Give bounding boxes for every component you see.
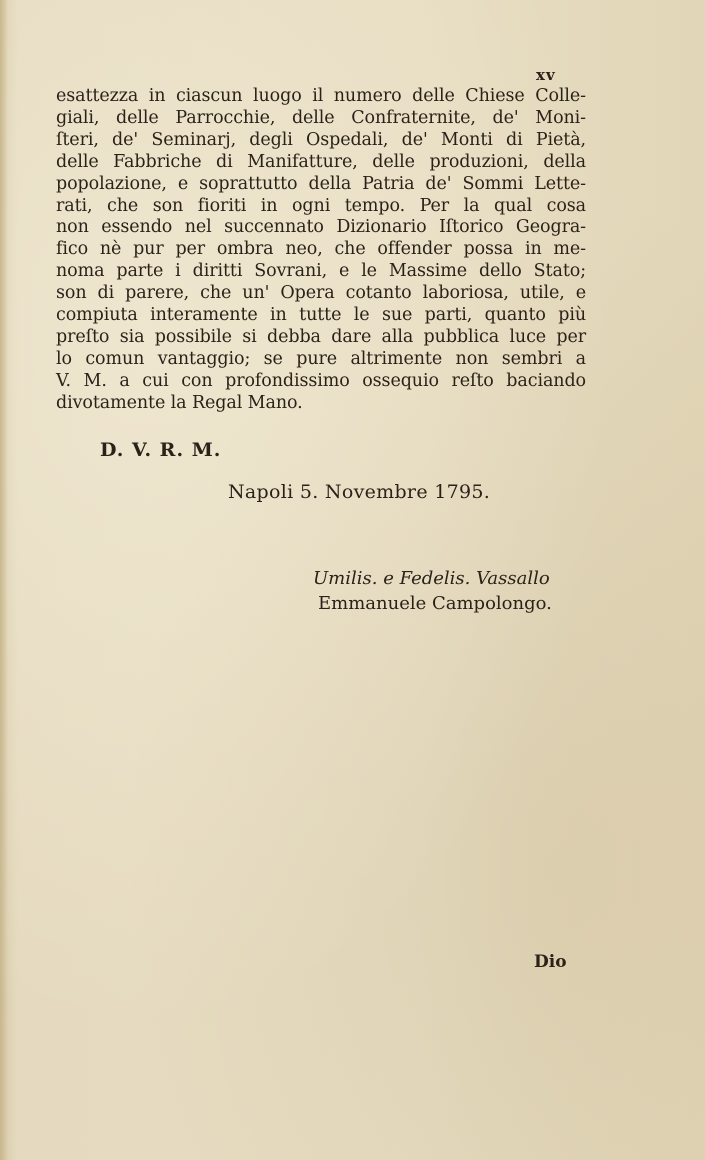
- closing-abbreviation: D. V. R. M.: [100, 439, 222, 461]
- text-line: noma parte i diritti Sovrani, e le Massime dello Stato;: [56, 261, 586, 282]
- text-line: non essendo nel succennato Dizionario Iſtorico Geogra-: [56, 217, 586, 238]
- text-line: rati, che son fioriti in ogni tempo. Per la qual cosa: [56, 195, 586, 216]
- text-line: son di parere, che un' Opera cotanto laboriosa, utile, e: [56, 283, 586, 304]
- page-number: xv: [536, 66, 556, 84]
- text-line: preſto sia possibile si debba dare alla pubblica luce per: [56, 326, 586, 347]
- letter-body: [56, 86, 586, 415]
- text-line: delle Fabbriche di Manifatture, delle produzioni, della: [56, 151, 586, 172]
- page-gutter-shadow: [0, 0, 8, 1160]
- text-line-last: divotamente la Regal Mano.: [56, 392, 303, 413]
- signature-title: Umilis. e Fedelis. Vassallo: [313, 568, 550, 589]
- text-line: esattezza in ciascun luogo il numero delle Chiese Colle-: [56, 86, 586, 106]
- text-line: popolazione, e soprattutto della Patria de' Sommi Lette-: [56, 173, 586, 194]
- signature-name: Emmanuele Campolongo.: [318, 593, 552, 614]
- text-line: giali, delle Parrocchie, delle Confraternite, de' Moni-: [56, 107, 586, 128]
- text-line: compiuta interamente in tutte le sue parti, quanto più: [56, 305, 586, 326]
- text-line: ſteri, de' Seminarj, degli Ospedali, de' Monti di Pietà,: [56, 129, 586, 150]
- text-line: V. M. a cui con profondissimo ossequio reſto baciando: [56, 370, 586, 391]
- catchword: Dio: [534, 952, 567, 972]
- text-line: lo comun vantaggio; se pure altrimente non sembri a: [56, 348, 586, 369]
- text-line: fico nè pur per ombra neo, che offender possa in me-: [56, 239, 586, 260]
- dateline: Napoli 5. Novembre 1795.: [228, 481, 491, 503]
